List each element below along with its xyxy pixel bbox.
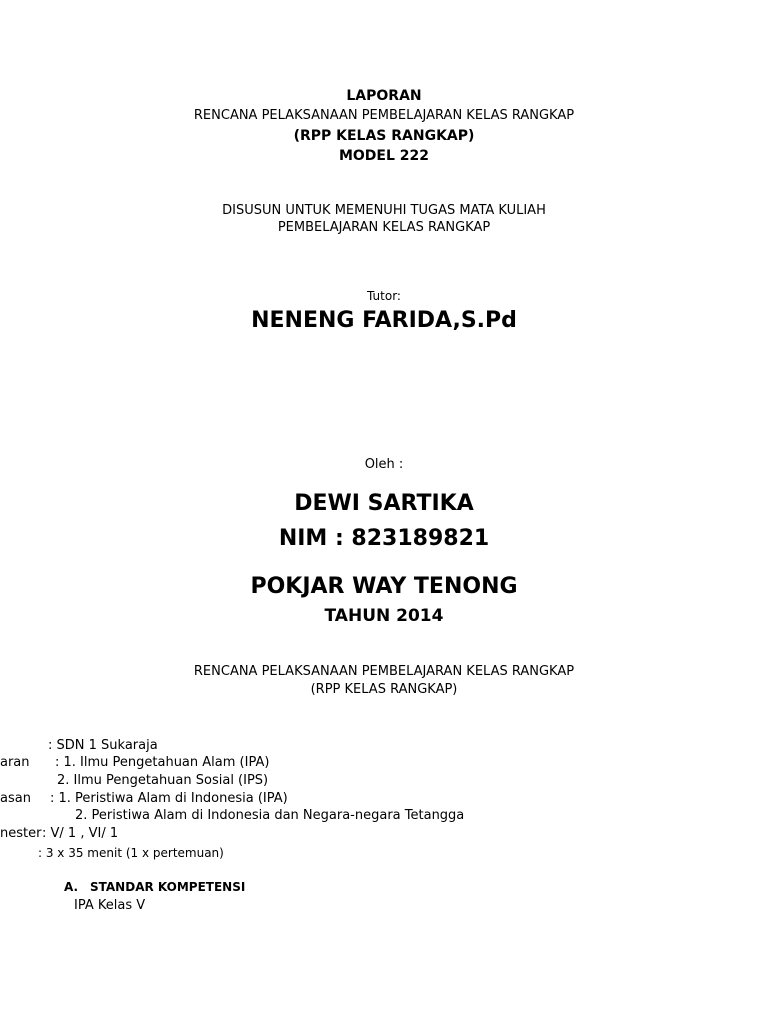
- semester-label: nester: [0, 826, 42, 841]
- rpp-abbrev: (RPP KELAS RANGKAP): [310, 682, 458, 697]
- subject-value-2: 2. Ilmu Pengetahuan Sosial (IPS): [57, 773, 269, 788]
- student-name: DEWI SARTIKA: [294, 491, 474, 516]
- cover-subtitle: RENCANA PELAKSANAAN PEMBELAJARAN KELAS RANGKAP: [193, 108, 575, 123]
- subject-value-1: : 1. Ilmu Pengetahuan Alam (IPA): [55, 755, 270, 770]
- topic-label: asan: [0, 791, 31, 806]
- by-label: Oleh :: [364, 457, 404, 472]
- topic-value-1: : 1. Peristiwa Alam di Indonesia (IPA): [50, 791, 288, 806]
- tutor-label: Tutor:: [367, 289, 401, 303]
- section-a-title: STANDAR KOMPETENSI: [90, 880, 246, 894]
- school-value: : SDN 1 Sukaraja: [48, 738, 158, 753]
- tutor-name: NENENG FARIDA,S.Pd: [251, 308, 517, 333]
- cover-title: LAPORAN: [346, 88, 422, 104]
- rpp-title: RENCANA PELAKSANAAN PEMBELAJARAN KELAS RANGKAP: [193, 664, 575, 679]
- student-nim: NIM : 823189821: [278, 526, 490, 551]
- subject-label: aran: [0, 755, 30, 770]
- cover-model: MODEL 222: [338, 148, 430, 164]
- group-name: POKJAR WAY TENONG: [250, 574, 518, 599]
- section-a-marker: A.: [64, 880, 79, 894]
- purpose-line-1: DISUSUN UNTUK MEMENUHI TUGAS MATA KULIAH: [222, 203, 546, 218]
- cover-abbrev: (RPP KELAS RANGKAP): [293, 128, 475, 144]
- year: TAHUN 2014: [324, 606, 444, 626]
- time-value: : 3 x 35 menit (1 x pertemuan): [38, 846, 224, 860]
- semester-value: : V/ 1 , VI/ 1: [42, 826, 119, 841]
- topic-value-2: 2. Peristiwa Alam di Indonesia dan Negara-negara Tetangga: [75, 808, 465, 823]
- section-a-item: IPA Kelas V: [74, 898, 146, 913]
- purpose-line-2: PEMBELAJARAN KELAS RANGKAP: [277, 220, 491, 235]
